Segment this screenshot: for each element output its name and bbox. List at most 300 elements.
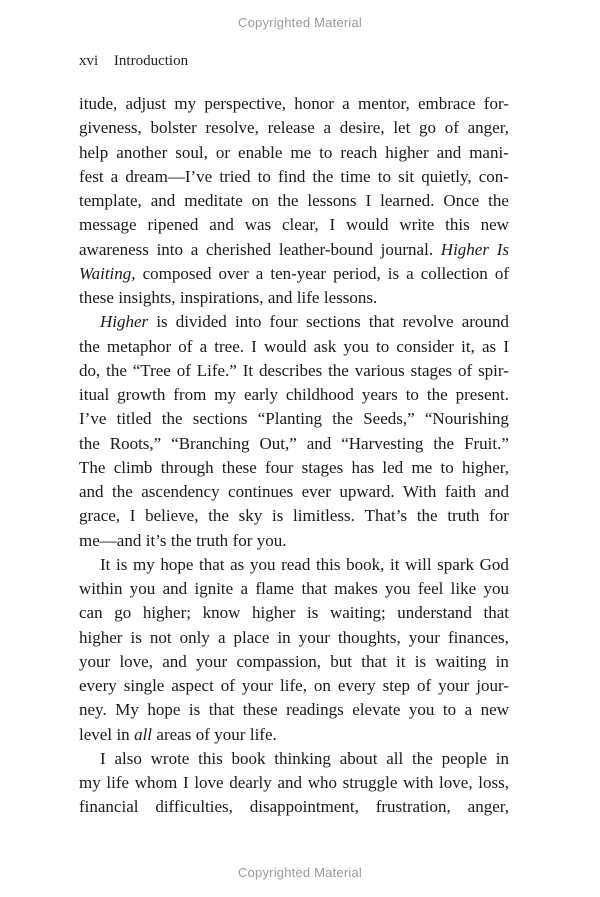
word: message	[79, 215, 137, 235]
word: the	[79, 336, 100, 356]
word: but	[330, 651, 353, 671]
word: it	[390, 554, 400, 574]
word: frustration,	[375, 797, 451, 817]
word: honor	[294, 94, 334, 113]
word: was	[244, 215, 272, 235]
word: from	[173, 385, 207, 404]
word: sky	[238, 506, 263, 526]
word: tree.	[214, 336, 244, 356]
word: higher,	[461, 457, 509, 477]
watermark-top: Copyrighted Material	[238, 15, 362, 30]
word: into	[234, 312, 262, 332]
word: to	[377, 166, 391, 186]
word: clear,	[282, 215, 319, 235]
word: book,	[346, 554, 385, 574]
word: my	[174, 94, 197, 113]
word: giveness,	[79, 118, 142, 138]
word: spir-	[478, 360, 509, 380]
word: it	[396, 651, 406, 671]
word: would	[346, 215, 389, 235]
word: for	[232, 530, 253, 550]
word: on	[313, 676, 331, 695]
word: you.	[256, 530, 287, 550]
word: your	[408, 627, 440, 647]
word: ask	[313, 336, 337, 356]
word: led	[382, 457, 404, 477]
word: new	[480, 700, 509, 720]
word: help	[79, 142, 109, 162]
word: grace,	[79, 506, 121, 526]
word: your	[298, 627, 330, 647]
word: soul,	[175, 142, 208, 162]
word: compassion,	[236, 651, 322, 671]
word: life	[106, 773, 130, 792]
text-line	[79, 747, 509, 771]
text-line	[79, 92, 509, 116]
word: on	[251, 191, 269, 210]
word: of	[444, 118, 459, 138]
word: limitless.	[293, 506, 355, 526]
word: the	[426, 385, 448, 404]
word: a	[240, 579, 249, 598]
word: and	[484, 482, 509, 501]
word: period,	[333, 263, 381, 283]
text-line	[79, 407, 509, 431]
word: has	[351, 457, 375, 477]
word: itual	[79, 385, 110, 404]
word: level	[79, 724, 113, 744]
word: that	[483, 603, 509, 623]
word: a	[323, 118, 332, 138]
word: single	[123, 676, 165, 695]
text-line	[79, 650, 509, 674]
word: Seeds,”	[363, 409, 415, 429]
word: release	[267, 118, 315, 138]
word: the	[112, 482, 133, 501]
word: the	[412, 748, 433, 768]
word: all	[386, 748, 404, 768]
word: struggle	[342, 773, 398, 792]
word: to	[405, 385, 419, 404]
word: flame	[255, 579, 295, 598]
word: readings	[286, 700, 344, 720]
word: ripened	[147, 215, 199, 235]
word: meditate	[184, 191, 243, 210]
word: who	[307, 773, 337, 792]
word: write	[399, 215, 435, 235]
running-head	[79, 53, 188, 70]
word: waiting;	[329, 603, 386, 623]
word: I’ve	[79, 409, 107, 429]
word: Once	[443, 191, 480, 210]
word: Roots,”	[109, 433, 162, 453]
word: the	[79, 433, 100, 453]
word: these	[242, 700, 278, 720]
word: the	[170, 530, 192, 550]
text-line	[79, 577, 509, 601]
word: mani-	[469, 142, 509, 162]
word: lessons.	[323, 288, 378, 307]
word: con-	[478, 166, 509, 186]
word: and	[306, 433, 332, 453]
word: new	[480, 215, 509, 235]
word: a	[199, 336, 208, 356]
word: jour-	[476, 676, 509, 695]
word: to	[440, 457, 454, 477]
word: my	[79, 773, 101, 792]
word: and	[209, 215, 234, 235]
word: journal.	[380, 239, 434, 259]
word: quietly,	[421, 166, 472, 186]
word: my	[132, 554, 155, 574]
word: let	[393, 118, 411, 138]
word: and	[277, 773, 302, 792]
word: reach	[340, 142, 378, 162]
word: I	[365, 191, 372, 210]
text-line	[79, 238, 509, 262]
word: this	[198, 748, 223, 768]
word: and	[162, 579, 188, 598]
word: truth	[447, 506, 480, 526]
word: sections	[192, 409, 248, 429]
word: truth	[196, 530, 229, 550]
word: every	[79, 676, 117, 695]
word: waiting	[435, 651, 487, 671]
word: my	[214, 385, 237, 404]
text-line	[79, 286, 509, 310]
word: these	[221, 457, 257, 477]
text-line	[79, 553, 509, 577]
body-text	[79, 92, 509, 820]
word: higher	[385, 142, 429, 162]
word: Waiting,	[79, 263, 136, 283]
word: I	[129, 506, 136, 526]
word: the	[277, 191, 299, 210]
text-line	[79, 456, 509, 480]
word: faith	[444, 482, 476, 501]
word: I	[100, 748, 106, 768]
word: me	[411, 457, 433, 477]
word: is	[116, 554, 128, 574]
word: is	[130, 627, 142, 647]
word: four	[265, 457, 294, 477]
word: awareness	[79, 239, 149, 259]
word: areas	[156, 724, 192, 744]
word: ever	[301, 482, 331, 501]
text-line	[79, 795, 509, 819]
word: a	[255, 263, 264, 283]
word: aspect	[171, 676, 214, 695]
word: higher	[251, 603, 296, 623]
text-line	[79, 771, 509, 795]
word: wrote	[150, 748, 190, 768]
word: sections	[306, 312, 361, 332]
word: is	[307, 603, 319, 623]
word: life,	[280, 676, 307, 695]
word: composed	[142, 263, 212, 283]
text-line	[79, 698, 509, 722]
word: the	[161, 409, 183, 429]
word: and	[79, 482, 104, 501]
text-line	[79, 601, 509, 625]
word: know	[202, 603, 241, 623]
word: is	[272, 506, 284, 526]
word: years	[361, 385, 398, 404]
word: place	[233, 627, 270, 647]
word: I	[182, 773, 189, 792]
word: people	[441, 748, 487, 768]
word: embrace	[417, 94, 476, 113]
word: over	[218, 263, 249, 283]
word: That’s	[364, 506, 408, 526]
word: life	[296, 288, 320, 307]
word: higher	[79, 627, 123, 647]
word: God	[479, 554, 509, 574]
word: every	[337, 676, 376, 695]
word: your	[241, 676, 274, 695]
word: as	[482, 336, 497, 356]
word: elevate	[352, 700, 401, 720]
word: lessons	[307, 191, 357, 210]
word: will	[405, 554, 432, 574]
word: within	[79, 579, 123, 598]
word: Out,”	[259, 433, 297, 453]
word: dearly	[229, 773, 272, 792]
text-line	[79, 529, 509, 553]
text-line	[79, 723, 509, 747]
word: love	[194, 773, 224, 792]
word: for	[489, 506, 509, 526]
word: consider	[396, 336, 455, 356]
word: is	[156, 312, 168, 332]
word: growth	[117, 385, 166, 404]
word: present.	[455, 385, 509, 404]
word: I	[251, 336, 257, 356]
word: enable	[238, 142, 283, 162]
word: loss,	[478, 773, 509, 792]
word: to	[257, 166, 271, 186]
word: various	[354, 360, 405, 380]
word: and	[436, 142, 462, 162]
word: of	[494, 263, 509, 283]
word: divided	[175, 312, 227, 332]
word: you	[249, 554, 276, 574]
word: the	[416, 506, 438, 526]
word: go	[114, 603, 132, 623]
word: the	[488, 191, 509, 210]
word: your	[196, 651, 228, 671]
word: the	[328, 360, 349, 380]
word: in	[277, 627, 291, 647]
word: in	[116, 724, 130, 744]
word: a	[217, 627, 226, 647]
word: would	[263, 336, 307, 356]
word: to	[319, 142, 333, 162]
word: of	[458, 360, 473, 380]
chapter-title: Introduction	[113, 53, 189, 69]
word: your	[214, 724, 246, 744]
word: ten-year	[270, 263, 327, 283]
word: My	[115, 700, 139, 720]
word: spark	[437, 554, 474, 574]
word: you	[129, 579, 156, 598]
page-number: xvi	[79, 53, 99, 69]
word: of	[176, 360, 191, 380]
text-line	[79, 480, 509, 504]
word: disappointment,	[249, 797, 359, 817]
word: “Harvesting	[341, 433, 424, 453]
word: cherished	[206, 239, 272, 259]
word: metaphor	[106, 336, 172, 356]
word: like	[450, 579, 477, 598]
watermark-bottom: Copyrighted Material	[238, 865, 362, 880]
word: The	[79, 457, 106, 477]
text-line	[79, 262, 509, 286]
word: Higher	[440, 239, 489, 259]
word: anger,	[467, 118, 509, 138]
word: you	[343, 336, 369, 356]
word: a	[406, 263, 414, 283]
word: childhood	[285, 385, 354, 404]
word: life.	[249, 724, 277, 744]
word: of	[416, 676, 432, 695]
word: that	[199, 554, 225, 574]
word: also	[114, 748, 142, 768]
word: into	[156, 239, 184, 259]
word: it’s	[145, 530, 167, 550]
word: that	[301, 579, 327, 598]
word: can	[79, 603, 103, 623]
word: you	[385, 579, 411, 598]
word: the	[433, 433, 455, 453]
word: “Branching	[171, 433, 250, 453]
word: only	[179, 627, 210, 647]
word: believe,	[145, 506, 199, 526]
word: a	[342, 94, 350, 113]
word: or	[215, 142, 231, 162]
word: me—and	[79, 530, 142, 550]
word: early	[243, 385, 278, 404]
word: book	[231, 748, 266, 768]
word: makes	[334, 579, 378, 598]
text-line	[79, 674, 509, 698]
word: of	[178, 336, 193, 356]
word: step	[382, 676, 411, 695]
text-line	[79, 626, 509, 650]
word: of	[195, 724, 210, 744]
word: feel	[417, 579, 444, 598]
text-line	[79, 165, 509, 189]
word: do,	[79, 360, 101, 380]
word: learned.	[380, 191, 435, 210]
word: financial	[79, 797, 139, 817]
word: hope	[147, 700, 181, 720]
word: as	[230, 554, 245, 574]
word: go	[419, 118, 437, 138]
word: collection	[420, 263, 488, 283]
word: and	[162, 651, 187, 671]
word: fest	[79, 166, 104, 186]
word: bolster	[150, 118, 197, 138]
text-line	[79, 116, 509, 140]
word: “Planting	[257, 409, 322, 429]
text-line	[79, 213, 509, 237]
word: the	[106, 360, 127, 380]
word: and	[267, 288, 293, 307]
word: four	[269, 312, 298, 332]
word: adjust	[125, 94, 167, 113]
word: I	[503, 336, 509, 356]
word: through	[160, 457, 214, 477]
word: that	[208, 700, 235, 720]
word: describes	[258, 360, 323, 380]
text-line	[79, 141, 509, 165]
word: “Nourishing	[424, 409, 509, 429]
word: me	[290, 142, 312, 162]
word: love,	[439, 773, 473, 792]
word: it,	[461, 336, 475, 356]
word: desire,	[339, 118, 385, 138]
text-line	[79, 383, 509, 407]
text-line	[79, 310, 509, 334]
word: “Tree	[132, 360, 171, 380]
word: thinking	[274, 748, 331, 768]
text-line	[79, 335, 509, 359]
word: Is	[496, 239, 509, 259]
word: mentor,	[357, 94, 410, 113]
word: Fruit.”	[464, 433, 509, 453]
text-line	[79, 189, 509, 213]
word: template,	[79, 191, 142, 210]
word: that	[368, 312, 395, 332]
word: finances,	[448, 627, 509, 647]
word: is	[188, 700, 201, 720]
word: in	[495, 651, 509, 671]
word: resolve,	[205, 118, 259, 138]
word: upward.	[339, 482, 395, 501]
word: difficulties,	[155, 797, 233, 817]
word: climb	[113, 457, 153, 477]
word: itude,	[79, 94, 118, 113]
word: higher;	[142, 603, 191, 623]
word: time	[340, 166, 371, 186]
word: the	[312, 166, 334, 186]
word: to	[376, 336, 390, 356]
word: not	[149, 627, 172, 647]
word: stages	[301, 457, 344, 477]
word: ascendency	[141, 482, 220, 501]
word: Higher	[100, 312, 149, 332]
word: leather-bound	[278, 239, 373, 259]
word: of	[220, 676, 235, 695]
word: that	[361, 651, 387, 671]
word: sit	[398, 166, 415, 186]
word: to	[442, 700, 457, 720]
word: With	[403, 482, 437, 501]
word: tried	[219, 166, 251, 186]
word: continues	[228, 482, 294, 501]
word: these	[79, 288, 114, 307]
word: hope	[160, 554, 194, 574]
word: and	[150, 191, 176, 210]
word: your	[438, 676, 470, 695]
word: thoughts,	[337, 627, 401, 647]
word: revolve	[402, 312, 454, 332]
word: Life.”	[196, 360, 237, 380]
word: find	[277, 166, 306, 186]
word: another	[116, 142, 168, 162]
word: It	[242, 360, 254, 380]
